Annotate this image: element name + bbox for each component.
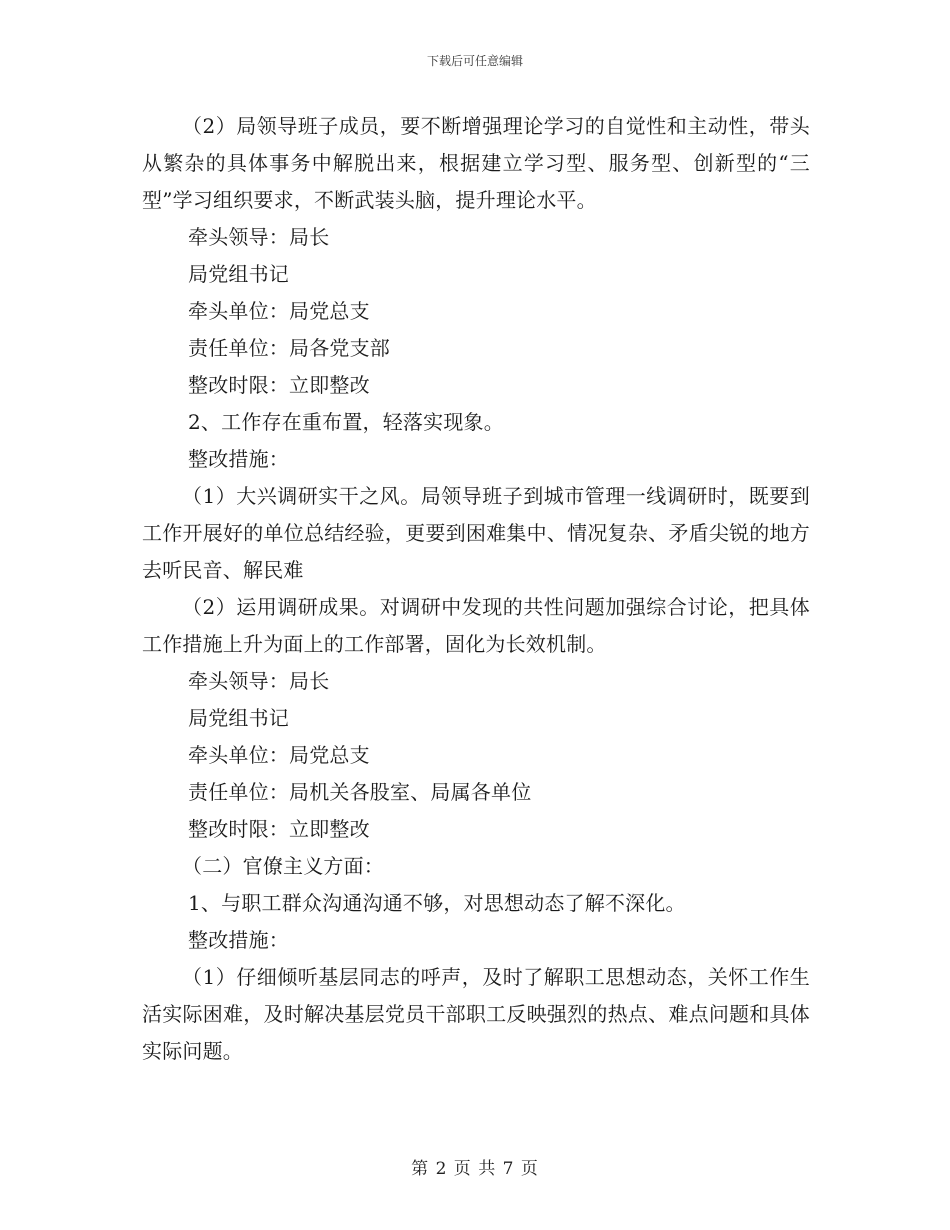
paragraph: 责任单位：局机关各股室、局属各单位 xyxy=(188,780,532,804)
paragraph: 整改措施： xyxy=(188,447,289,471)
paragraph: 局党组书记 xyxy=(188,262,289,286)
document-body xyxy=(142,108,810,1070)
page-number-footer: 第 2 页 共 7 页 xyxy=(411,1159,539,1179)
paragraph: 整改时限：立即整改 xyxy=(188,373,370,397)
paragraph: 整改措施： xyxy=(188,928,289,952)
paragraph: 局党组书记 xyxy=(188,706,289,730)
paragraph: 整改时限：立即整改 xyxy=(188,817,370,841)
paragraph: （二）官僚主义方面： xyxy=(182,854,384,878)
paragraph: （2）运用调研成果。对调研中发现的共性问题加强综合讨论，把具体工作措施上升为面上的工作部署，固化为长效机制。 xyxy=(142,595,810,656)
paragraph: 2、工作存在重布置，轻落实现象。 xyxy=(188,410,504,434)
paragraph: 牵头单位：局党总支 xyxy=(188,743,370,767)
paragraph: 牵头单位：局党总支 xyxy=(188,299,370,323)
paragraph: （1）大兴调研实干之风。局领导班子到城市管理一线调研时，既要到工作开展好的单位总结经验，更要到困难集中、情况复杂、矛盾尖锐的地方去听民音、解民难 xyxy=(142,484,810,582)
paragraph: 牵头领导：局长 xyxy=(188,669,330,693)
paragraph: （1）仔细倾听基层同志的呼声，及时了解职工思想动态，关怀工作生活实际困难，及时解决基层党员干部职工反映强烈的热点、难点问题和具体实际问题。 xyxy=(142,965,810,1063)
paragraph: 责任单位：局各党支部 xyxy=(188,336,390,360)
paragraph: 牵头领导：局长 xyxy=(188,225,330,249)
page-header-note: 下载后可任意编辑 xyxy=(426,54,523,68)
paragraph: 1、与职工群众沟通沟通不够，对思想动态了解不深化。 xyxy=(188,891,686,915)
paragraph: （2）局领导班子成员，要不断增强理论学习的自觉性和主动性，带头从繁杂的具体事务中解脱出来，根据建立学习型、服务型、创新型的“三型”学习组织要求，不断武装头脑，提升理论水平。 xyxy=(142,114,810,212)
